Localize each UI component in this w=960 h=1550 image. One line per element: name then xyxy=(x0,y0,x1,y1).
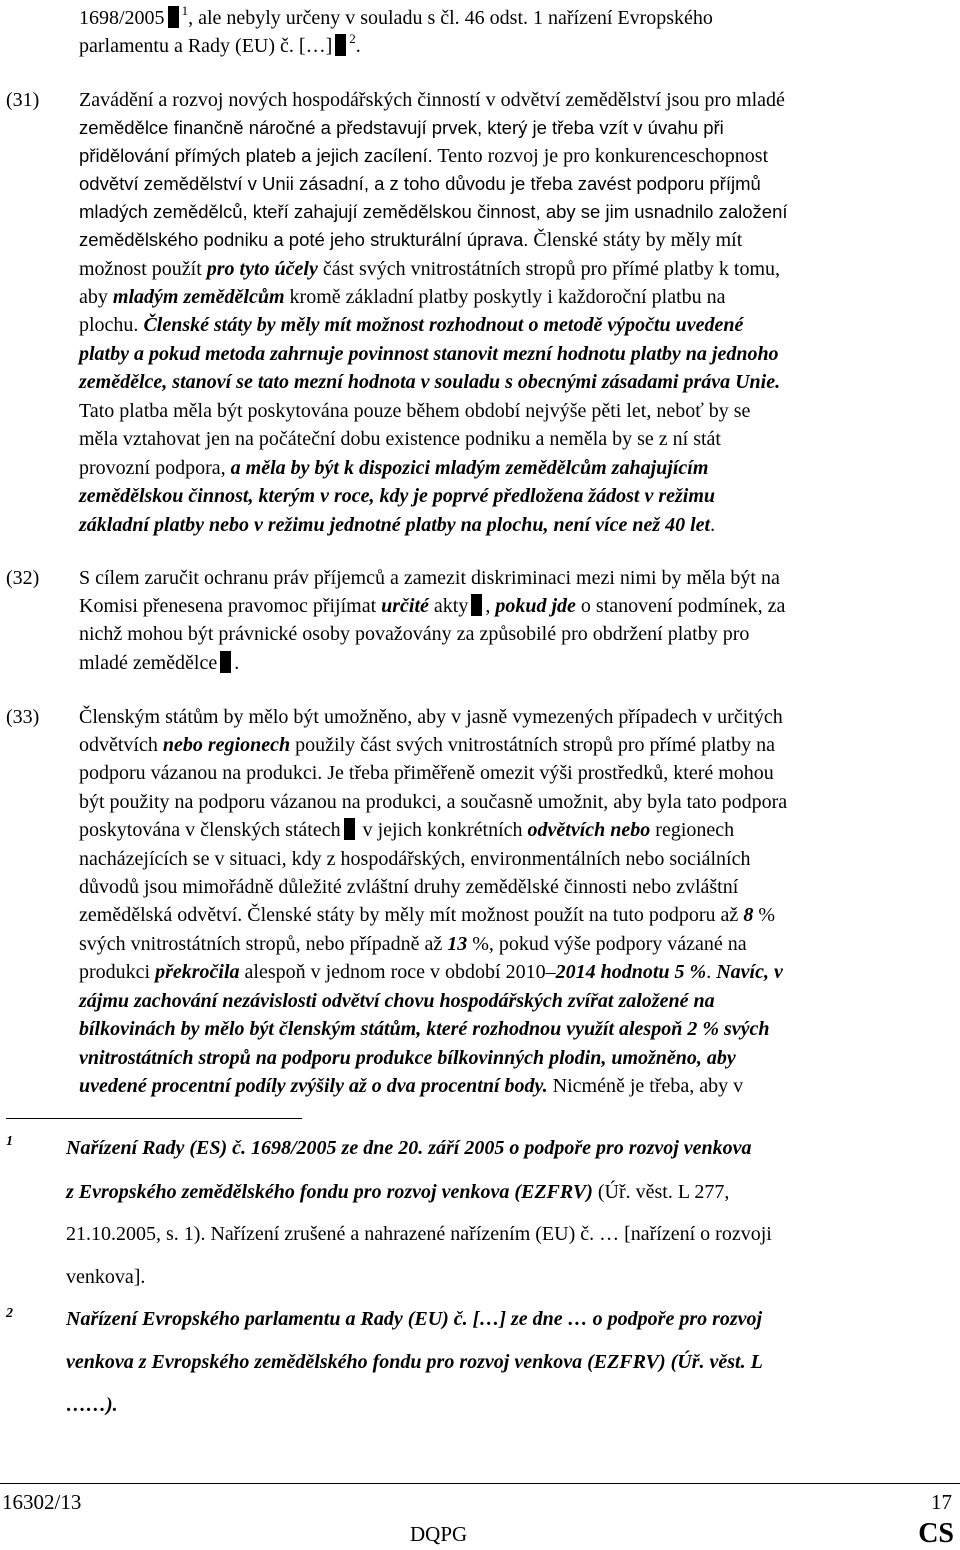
p31-line: provozní podpora, a měla by být k dispozici mladým zemědělcům zahajujícím xyxy=(79,457,709,479)
p31-line: zemědělského podniku a poté jeho strukturální úprava. Členské státy by měly mít xyxy=(79,229,743,251)
p31-line: Tato platba měla být poskytována pouze během období nejvýše pěti let, neboť by se xyxy=(79,400,751,422)
footnote-separator xyxy=(6,1118,302,1119)
department-code: DQPG xyxy=(410,1522,468,1546)
footnote-2-line: venkova z Evropského zemědělského fondu pro rozvoj venkova (EZFRV) (Úř. věst. L xyxy=(66,1351,763,1373)
p33-line: svých vnitrostátních stropů, nebo případně až 13 %, pokud výše podpory vázané na xyxy=(79,933,747,955)
p33-line: bílkovinách by mělo být členským státům, které rozhodnou využít alespoň 2 % svých xyxy=(79,1018,770,1040)
footnote-1-line: 21.10.2005, s. 1). Nařízení zrušené a nahrazené nařízením (EU) č. … [nařízení o rozvoji xyxy=(66,1223,772,1245)
intro-line-2: parlamentu a Rady (EU) č. […] $^2$. xyxy=(79,31,361,57)
p32-line: Komisi přenesena pravomoc přijímat určité akty , pokud jde o stanovení podmínek, za xyxy=(79,595,786,617)
p33-line: poskytována v členských státech v jejich konkrétních odvětvích nebo regionech xyxy=(79,819,735,841)
change-marker xyxy=(471,594,482,616)
p31-line: plochu. Členské státy by měly mít možnost rozhodnout o metodě výpočtu uvedené xyxy=(79,314,744,336)
p33-line: vnitrostátních stropů na podporu produkce bílkovinných plodin, umožněno, aby xyxy=(79,1047,736,1069)
footnote-ref[interactable]: 2 xyxy=(349,31,356,46)
intro-line-1: 1698/2005 $^1$, ale nebyly určeny v souladu s čl. 46 odst. 1 nařízení Evropského xyxy=(79,3,713,29)
footnote-ref[interactable]: 1 xyxy=(181,3,189,18)
footnote-2-line: Nařízení Evropského parlamentu a Rady (EU) č. […] ze dne … o podpoře pro rozvoj xyxy=(66,1308,763,1330)
p31-line: zemědělce, stanoví se tato mezní hodnota v souladu s obecnými zásadami práva Unie. xyxy=(79,371,781,393)
p32-line: S cílem zaručit ochranu práv příjemců a zamezit diskriminaci mezi nimi by měla být na xyxy=(79,567,780,589)
p33-line: uvedené procentní podíly zvýšily až o dva procentní body. Nicméně je třeba, aby v xyxy=(79,1075,744,1097)
p31-line: platby a pokud metoda zahrnuje povinnost stanovit mezní hodnotu platby na jednoho xyxy=(79,343,779,365)
paragraph-number: (31) xyxy=(6,89,40,111)
footer-separator xyxy=(0,1483,960,1484)
page-number: 17 xyxy=(931,1490,952,1514)
footnote-1-line: z Evropského zemědělského fondu pro rozvoj venkova (EZFRV) (Úř. věst. L 277, xyxy=(66,1181,730,1203)
p33-line: odvětvích nebo regionech použily část svých vnitrostátních stropů pro přímé platby na xyxy=(79,734,775,756)
p33-line: zemědělská odvětví. Členské státy by měly mít možnost použít na tuto podporu až 8 % xyxy=(79,904,775,926)
p33-line: podporu vázanou na produkci. Je třeba přiměřeně omezit výši prostředků, které mohou xyxy=(79,762,774,784)
p31-line: zemědělskou činnost, kterým v roce, kdy je poprvé předložena žádost v režimu xyxy=(79,485,716,507)
p31-line: přidělování přímých plateb a jejich zacílení. Tento rozvoj je pro konkurenceschopnost xyxy=(79,145,769,167)
p31-line: mladých zemědělců, kteří zahajují zemědělskou činnost, aby se jim usnadnilo založení xyxy=(79,201,788,222)
footnote-number: 2 xyxy=(6,1306,13,1321)
p31-line: aby mladým zemědělcům kromě základní platby poskytly i každoroční platbu na xyxy=(79,286,726,308)
p33-line: Členským státům by mělo být umožněno, aby v jasně vymezených případech v určitých xyxy=(79,706,783,728)
change-marker xyxy=(335,34,346,56)
p33-line: být použity na podporu vázanou na produkci, a současně umožnit, aby byla tato podpora xyxy=(79,791,788,813)
footnote-1-line: venkova]. xyxy=(66,1266,146,1288)
paragraph-number: (32) xyxy=(6,567,40,589)
footnote-1-line: Nařízení Rady (ES) č. 1698/2005 ze dne 20. září 2005 o podpoře pro rozvoj venkova xyxy=(66,1137,752,1159)
document-number: 16302/13 xyxy=(2,1490,82,1514)
footnote-number: 1 xyxy=(6,1134,13,1149)
paragraph-number: (33) xyxy=(6,706,40,728)
p32-line: nichž mohou být právnické osoby považovány za způsobilé pro obdržení platby pro xyxy=(79,623,750,645)
language-code: CS xyxy=(918,1518,954,1549)
p33-line: produkci překročila alespoň v jednom roce v období 2010–2014 hodnotu 5 %. Navíc, v xyxy=(79,961,783,983)
p31-line: odvětví zemědělství v Unii zásadní, a z toho důvodu je třeba zavést podporu příjmů xyxy=(79,173,761,194)
p32-line: mladé zemědělce . xyxy=(79,652,240,674)
p31-line: možnost použít pro tyto účely část svých vnitrostátních stropů pro přímé platby k tomu, xyxy=(79,258,781,280)
change-marker xyxy=(168,6,179,28)
p31-line: základní platby nebo v režimu jednotné platby na plochu, není více než 40 let. xyxy=(79,514,716,536)
footnote-2-line: ……). xyxy=(66,1394,118,1416)
change-marker xyxy=(344,818,355,840)
p31-line: Zavádění a rozvoj nových hospodářských činností v odvětví zemědělství jsou pro mladé xyxy=(79,89,785,111)
change-marker xyxy=(220,651,231,673)
p33-line: důvodů jsou mimořádně důležité zvláštní druhy zemědělské činnosti nebo zvláštní xyxy=(79,876,739,898)
p31-line: zemědělce finančně náročné a představují prvek, který je třeba vzít v úvahu při xyxy=(79,117,724,138)
p33-line: zájmu zachování nezávislosti odvětví chovu hospodářských zvířat založené na xyxy=(79,990,715,1012)
p33-line: nacházejících se v situaci, kdy z hospodářských, environmentálních nebo sociálních xyxy=(79,848,751,870)
p31-line: měla vztahovat jen na počáteční dobu existence podniku a neměla by se z ní stát xyxy=(79,428,721,450)
